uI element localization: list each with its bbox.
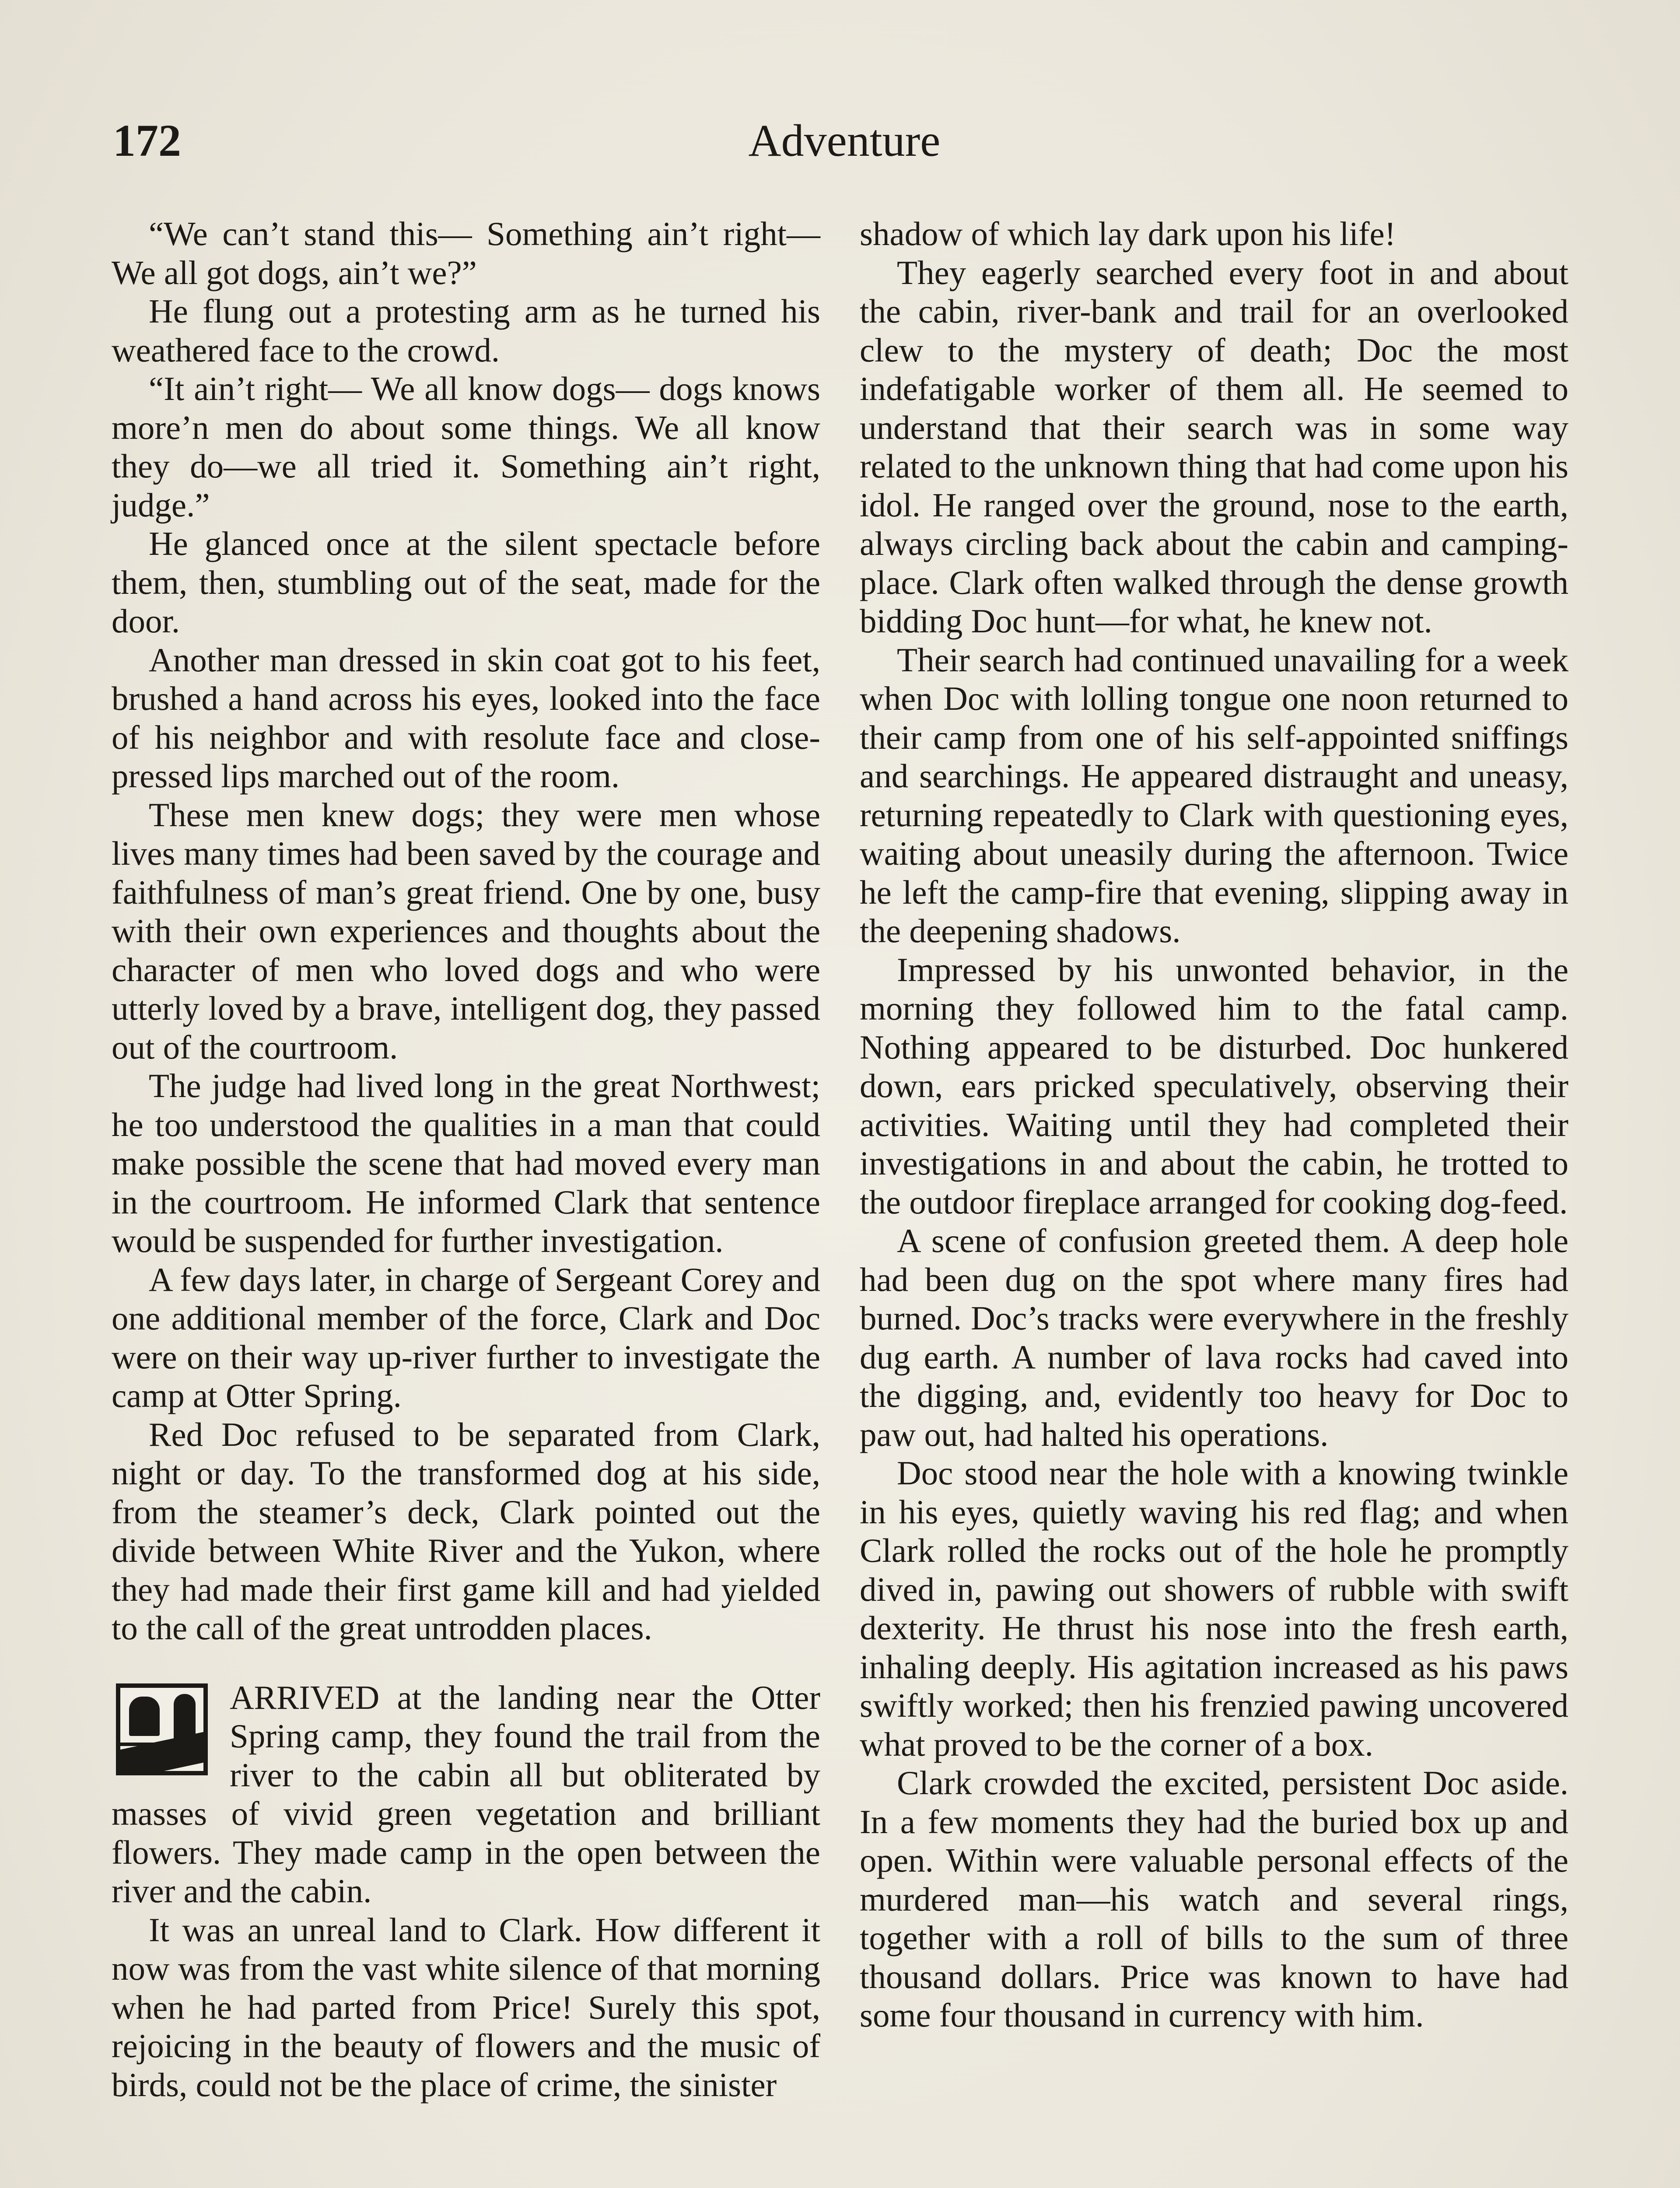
paragraph: It was an unreal land to Clark. How different it now was from the vast white silence of that morning when he had parted from Price! Surely this spot, rejoicing in the beauty of flowers and the music of birds, could not be the place of crime, the sinister [112, 1911, 820, 2104]
paragraph: Their search had continued unavailing for a week when Doc with lolling tongue one noon returned to their camp from one of his self-appointed sniffings and searchings. He appeared distraught and uneasy, returning repeatedly to Clark with questioning eyes, waiting about uneasily during the afternoon. Twice he left the camp-fire that evening, slipping away in the deepening shadows. [860, 641, 1568, 950]
running-head: Adventure [748, 116, 941, 166]
section-opening [112, 1678, 820, 1911]
paragraph: “It ain’t right— We all know dogs— dogs knows more’n men do about some things. We all know they do—we all tried it. Something ain’t right, judge.” [112, 370, 820, 524]
paragraph: “We can’t stand this— Something ain’t right— We all got dogs, ain’t we?” [112, 215, 820, 291]
paragraph: Doc stood near the hole with a knowing twinkle in his eyes, quietly waving his red flag; and when Clark rolled the rocks out of the hole he promptly dived in, pawing out showers of rubble with swift dexterity. He thrust his nose into the fresh earth, inhaling deeply. His agitation increased as his paws swiftly worked; then his frenzied pawing uncovered what proved to be the corner of a box. [860, 1454, 1568, 1763]
right-column [860, 214, 1568, 2035]
paragraph: He flung out a protesting arm as he turned his weathered face to the crowd. [112, 292, 820, 369]
paragraph: Another man dressed in skin coat got to his feet, brushed a hand across his eyes, looked into the face of his neighbor and with resolute face and close-pressed lips marched out of the room. [112, 641, 820, 795]
paragraph: Impressed by his unwonted behavior, in the morning they followed him to the fatal camp. Nothing appeared to be disturbed. Doc hunkered down, ears pricked speculatively, observing their activities. Waiting until they had completed their investigations in and about the cabin, he trotted to the outdoor fireplace arranged for cooking dog-feed. [860, 950, 1568, 1221]
page-number: 172 [113, 116, 181, 166]
paragraph: They eagerly searched every foot in and about the cabin, river-bank and trail for an overlooked clew to the mystery of death; Doc the most indefatigable worker of them all. He seemed to understand that their search was in some way related to the unknown thing that had come upon his idol. He ranged over the ground, nose to the earth, always circling back about the cabin and camping-place. Clark often walked through the dense growth bidding Doc hunt—for what, he knew not. [860, 253, 1568, 640]
decorative-initial-icon [116, 1683, 208, 1775]
paragraph: Clark crowded the excited, persistent Doc aside. In a few moments they had the buried box up and open. Within were valuable personal effects of the murdered man—his watch and several rings, together with a roll of bills to the sum of three thousand dollars. Price was known to have had some four thousand in currency with him. [860, 1764, 1568, 2034]
paragraph: A few days later, in charge of Sergeant Corey and one additional member of the force, Clark and Doc were on their way up-river further to investigate the camp at Otter Spring. [112, 1260, 820, 1414]
paragraph: A scene of confusion greeted them. A deep hole had been dug on the spot where many fires had burned. Doc’s tracks were everywhere in the freshly dug earth. A number of lava rocks had caved into the digging, and, evidently too heavy for Doc to paw out, had halted his operations. [860, 1222, 1568, 1453]
paragraph: He glanced once at the silent spectacle before them, then, stumbling out of the seat, made for the door. [112, 525, 820, 640]
left-column [112, 214, 820, 2104]
section-break [112, 1648, 820, 1678]
paragraph: Red Doc refused to be separated from Clark, night or day. To the transformed dog at his side, from the steamer’s deck, Clark pointed out the divide between White River and the Yukon, where they had made their first game kill and had yielded to the call of the great untrodden places. [112, 1415, 820, 1647]
paragraph: These men knew dogs; they were men whose lives many times had been saved by the courage and faithfulness of man’s great friend. One by one, busy with their own experiences and thoughts about the character of men who loved dogs and who were utterly loved by a brave, intelligent dog, they passed out of the courtroom. [112, 796, 820, 1066]
continuation-line: shadow of which lay dark upon his life! [860, 215, 1396, 252]
paragraph: The judge had lived long in the great Northwest; he too understood the qualities in a man that could make possible the scene that had moved every man in the courtroom. He informed Clark that sentence would be suspended for further investigation. [112, 1067, 820, 1259]
section-opening-paragraph: ARRIVED at the landing near the Otter Spring camp, they found the trail from the river to the cabin all but obliterated by masses of vivid green vegetation and brilliant flowers. They made camp in the open between the river and the cabin. [112, 1678, 820, 1910]
